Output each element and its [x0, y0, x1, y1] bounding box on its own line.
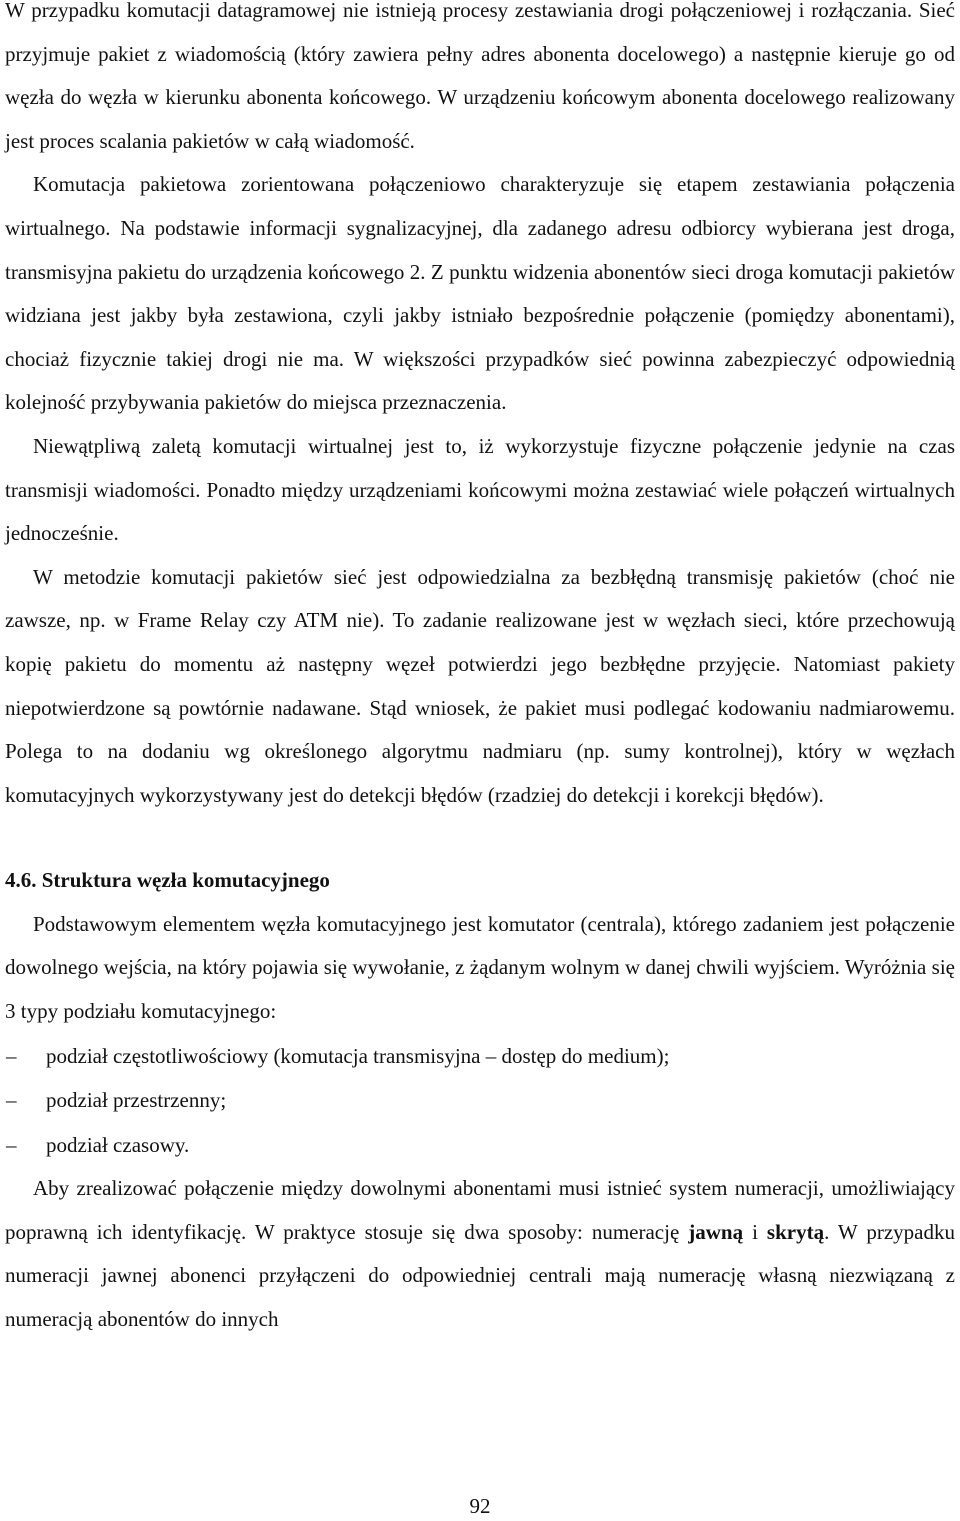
- dash-bullet: –: [6, 1132, 17, 1157]
- numbering-text-conjunction: i: [743, 1219, 767, 1244]
- page-number: 92: [469, 1494, 491, 1518]
- list-item: [5, 1034, 955, 1079]
- paragraph-datagram: W przypadku komutacji datagramowej nie istnieją procesy zestawiania drogi połączeniowej i rozłączania. Sieć przyjmuje pakiet z wiadomością (który zawiera pełny adres abonenta docelowego) a następnie kieruje go od węzła do węzła w kierunku abonenta końcowego. W urządzeniu końcowym abonenta docelowego realizowany jest proces scalania pakietów w całą wiadomość.: [5, 0, 955, 153]
- list-item: [5, 1078, 955, 1123]
- bold-term-hidden: skrytą: [766, 1219, 825, 1244]
- bold-term-explicit: jawną: [688, 1219, 744, 1244]
- list-item-text: podział częstotliwościowy (komutacja transmisyjna – dostęp do medium);: [46, 1043, 670, 1068]
- numbering-text-part-2: . W przypadku numeracji jawnej abonenci przyłączeni do odpowiedniej centrali mają numerację własną niezwiązaną z numeracją abonentów do innych: [5, 1219, 955, 1331]
- paragraph-error-free-transmission: W metodzie komutacji pakietów sieć jest odpowiedzialna za bezbłędną transmisję pakietów (choć nie zawsze, np. w Frame Relay czy ATM nie). To zadanie realizowane jest w węzłach sieci, które przechowują kopię pakietu do momentu aż następny węzeł potwierdzi jego bezbłędne przyjęcie. Natomiast pakiety niepotwierdzone są powtórnie nadawane. Stąd wniosek, że pakiet musi podlegać kodowaniu nadmiarowemu. Polega to na dodaniu wg określonego algorytmu nadmiaru (np. sumy kontrolnej), który w węzłach komutacyjnych wykorzystywany jest do detekcji błędów (rzadziej do detekcji i korekcji błędów).: [5, 564, 955, 807]
- dash-bullet: –: [6, 1088, 17, 1113]
- paragraph-numbering: [5, 1167, 955, 1341]
- list-item: [5, 1123, 955, 1168]
- numbering-text-part-1: Aby zrealizować połączenie między dowolnymi abonentami musi istnieć system numeracji, umożliwiający poprawną ich identyfikację. W praktyce stosuje się dwa sposoby: numerację: [5, 1176, 955, 1244]
- section-title: Struktura węzła komutacyjnego: [41, 868, 330, 893]
- dash-bullet: –: [6, 1043, 17, 1068]
- list-item-text: podział czasowy.: [46, 1132, 190, 1157]
- division-types-list: [5, 1034, 955, 1168]
- paragraph-switch-intro: Podstawowym elementem węzła komutacyjnego jest komutator (centrala), którego zadaniem jest połączenie dowolnego wejścia, na który pojawia się wywołanie, z żądanym wolnym w danej chwili wyjściem. Wyróżnia się 3 typy podziału komutacyjnego:: [5, 911, 955, 1024]
- paragraph-connection-oriented: Komutacja pakietowa zorientowana połączeniowo charakteryzuje się etapem zestawiania połączenia wirtualnego. Na podstawie informacji sygnalizacyjnej, dla zadanego adresu odbiorcy wybierana jest droga, transmisyjna pakietu do urządzenia końcowego 2. Z punktu widzenia abonentów sieci droga komutacji pakietów widziana jest jakby była zestawiona, czyli jakby istniało bezpośrednie połączenie (pomiędzy abonentami), chociaż fizycznie takiej drogi nie ma. W większości przypadków sieć powinna zabezpieczyć odpowiednią kolejność przybywania pakietów do miejsca przeznaczenia.: [5, 172, 955, 415]
- section-number: 4.6.: [5, 868, 37, 893]
- paragraph-virtual-advantage: Niewątpliwą zaletą komutacji wirtualnej jest to, iż wykorzystuje fizyczne połączenie jedynie na czas transmisji wiadomości. Ponadto między urządzeniami końcowymi można zestawiać wiele połączeń wirtualnych jednocześnie.: [5, 433, 955, 546]
- section-heading: [5, 859, 955, 903]
- list-item-text: podział przestrzenny;: [46, 1088, 227, 1113]
- document-page: [5, 0, 955, 1342]
